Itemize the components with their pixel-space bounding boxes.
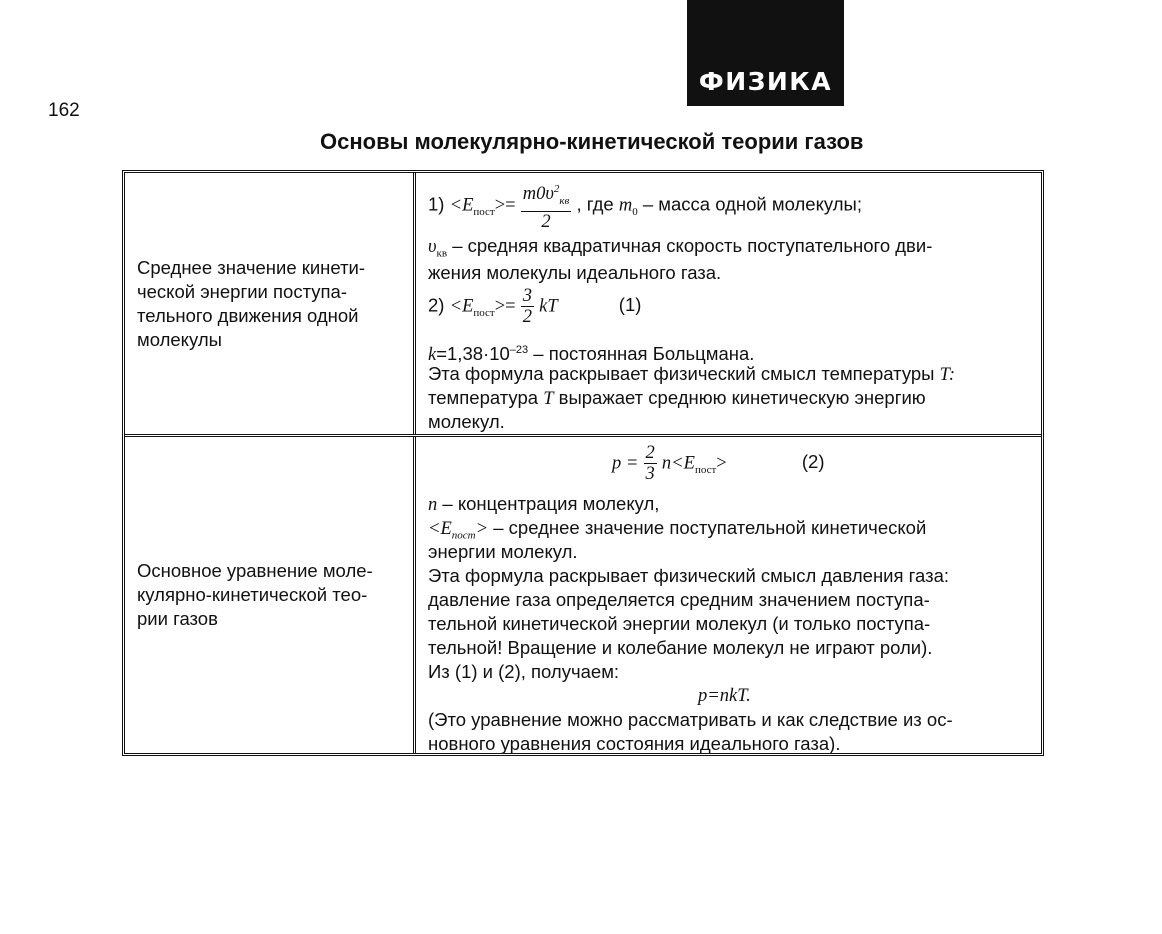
equation-ref: (2) <box>801 451 825 473</box>
formula-1: $1) <E_{пост}>=$ $\frac{m0\upsilon^2_{кв}}{2}$ , где $m_0$ – масса одной молекулы; <box>428 179 862 232</box>
term-cell <box>125 173 416 434</box>
energy-line-1: $<E_{пост}>$ – среднее значение поступательной кинетической <box>428 517 927 542</box>
definition-cell <box>416 437 1041 753</box>
term-text: Основное уравнение моле- кулярно-кинетической тео- рии газов <box>137 560 373 629</box>
term-text: Среднее значение кинети- ческой энергии поступа- тельного движения одной молекулы <box>137 256 366 350</box>
meaning-line-1: Эта формула раскрывает физический смысл температуры T: <box>428 363 956 385</box>
formula-2: $2) <E_{пост}>=$ $\frac{3}{2}$ kT (1) <box>428 286 642 327</box>
text-line: давление газа определяется средним значением поступа- <box>428 589 930 610</box>
fraction: $\frac{3}{2}$ <box>522 286 533 327</box>
energy-line-2: энергии молекул. <box>428 541 578 562</box>
section-tab <box>687 0 844 106</box>
term-cell <box>125 437 416 753</box>
equation-ref: (1) <box>618 294 642 316</box>
text-line: тельной кинетической энергии молекул (и только поступа- <box>428 613 931 634</box>
theory-table <box>122 170 1044 756</box>
text-line: новного уравнения состояния идеального газа). <box>428 733 841 754</box>
basic-equation: p = $\frac{2}{3}$ $n<E_{пост}> (2)$ <box>612 443 825 484</box>
meaning-line-2: температура T выражает среднюю кинетическую энергию <box>428 387 926 409</box>
definition-cell <box>416 173 1041 434</box>
fraction: $\frac{m0\upsilon^2_{кв}}{2}$ <box>521 179 572 232</box>
result-equation: p=nkT. <box>698 686 751 706</box>
fraction: $\frac{2}{3}$ <box>645 443 655 484</box>
text-line: тельной! Вращение и колебание молекул не играют роли). <box>428 637 933 658</box>
text-line: (Это уравнение можно рассматривать и как следствие из ос- <box>428 709 953 730</box>
page-title: Основы молекулярно-кинетической теории газов <box>320 129 864 154</box>
velocity-line-2: жения молекулы идеального газа. <box>428 262 722 283</box>
section-tab-label: ФИЗИКА <box>698 67 833 96</box>
boltzmann-line: $k=1,38\cdot 10^{-23}$ – постоянная Больцмана. <box>428 343 755 366</box>
table-row <box>125 434 1041 753</box>
text-line: Из (1) и (2), получаем: <box>428 661 620 682</box>
table-row <box>125 173 1041 434</box>
text-line: Эта формула раскрывает физический смысл давления газа: <box>428 565 949 586</box>
velocity-line-1: $\upsilon_{кв}$ – средняя квадратичная скорость поступательного дви- <box>428 235 933 260</box>
meaning-line-3: молекул. <box>428 411 505 432</box>
concentration-line: n – концентрация молекул, <box>428 493 660 515</box>
page-number: 162 <box>48 100 80 121</box>
